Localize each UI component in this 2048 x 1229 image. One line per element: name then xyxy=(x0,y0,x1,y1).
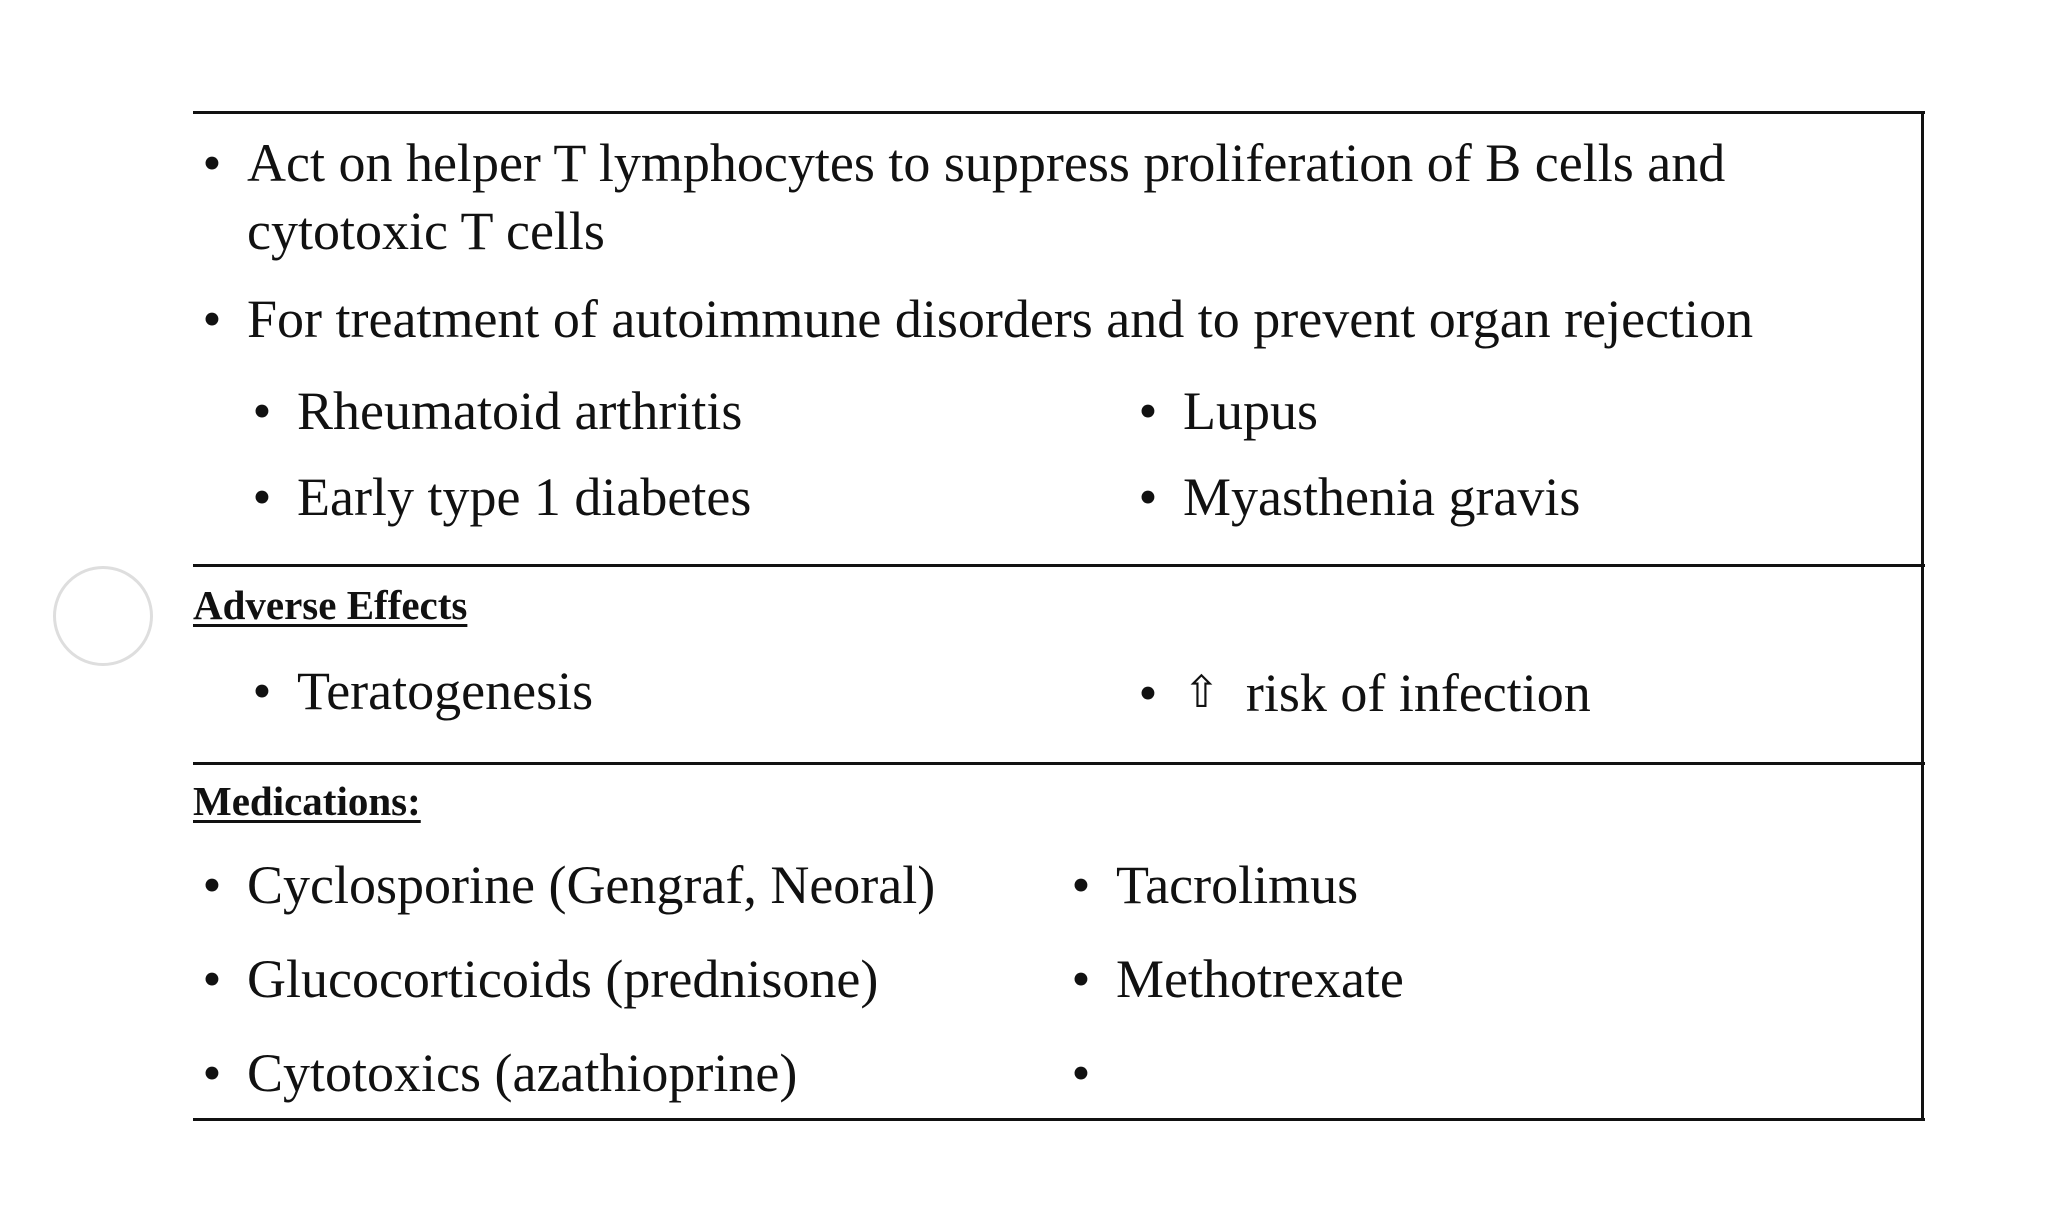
scroll-circle-handle[interactable] xyxy=(53,566,153,666)
table-right-border xyxy=(1921,111,1924,1121)
bullet: • xyxy=(202,133,222,193)
table-bottom-border xyxy=(193,1118,1925,1121)
bullet: • xyxy=(1138,467,1158,527)
medication-item: • Methotrexate xyxy=(1116,945,1404,1013)
bullet: • xyxy=(1071,855,1091,915)
medication-item: • Cytotoxics (azathioprine) xyxy=(247,1039,797,1107)
medication-item: • Tacrolimus xyxy=(1116,851,1358,919)
bullet: • xyxy=(202,855,222,915)
section-divider-adverse xyxy=(193,564,1925,567)
bullet: • xyxy=(252,661,272,721)
intro-point-mechanism: • Act on helper T lymphocytes to suppress proliferation of B cells and cytotoxic T cells xyxy=(247,129,1887,265)
disorder-item: • Rheumatoid arthritis xyxy=(297,377,742,445)
bullet: • xyxy=(202,1043,222,1103)
summary-table xyxy=(193,111,1925,1121)
bullet: • xyxy=(1138,381,1158,441)
bullet: • xyxy=(252,381,272,441)
section-divider-medications xyxy=(193,762,1925,765)
disorder-item: • Lupus xyxy=(1183,377,1318,445)
bullet: • xyxy=(202,289,222,349)
medication-item: • Cyclosporine (Gengraf, Neoral) xyxy=(247,851,935,919)
intro-point-treatment: • For treatment of autoimmune disorders and to prevent organ rejection xyxy=(247,285,1753,353)
medications-heading: Medications: xyxy=(193,778,421,824)
disorder-item: • Early type 1 diabetes xyxy=(297,463,751,531)
adverse-effect-item: • Teratogenesis xyxy=(297,657,593,725)
bullet: • xyxy=(1138,663,1158,723)
bullet: • xyxy=(252,467,272,527)
bullet: • xyxy=(1071,1043,1091,1103)
disorder-item: • Myasthenia gravis xyxy=(1183,463,1580,531)
adverse-effect-item: • ⇧ risk of infection xyxy=(1183,659,1591,727)
up-arrow-icon: ⇧ xyxy=(1183,667,1220,718)
adverse-effects-heading: Adverse Effects xyxy=(193,582,468,628)
medication-item: • Glucocorticoids (prednisone) xyxy=(247,945,878,1013)
bullet: • xyxy=(202,949,222,1009)
table-top-border xyxy=(193,111,1925,114)
bullet: • xyxy=(1071,949,1091,1009)
